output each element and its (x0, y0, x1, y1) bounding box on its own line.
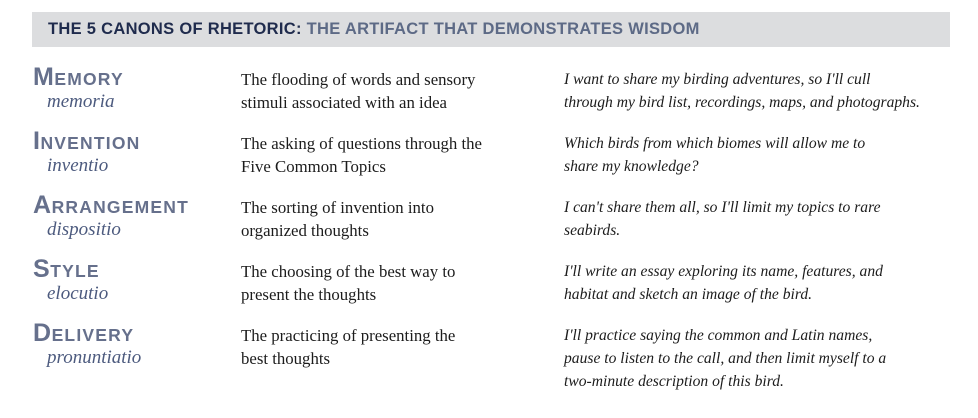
canon-description: The choosing of the best way to present the thoughts (241, 262, 456, 304)
canon-latin-name: dispositio (47, 219, 121, 240)
header-title: THE 5 CANONS OF RHETORIC: (48, 20, 302, 38)
canon-description: The practicing of presenting the best thoughts (241, 326, 456, 368)
canon-name: ARRANGEMENT (33, 191, 189, 219)
canon-description: The sorting of invention into organized thoughts (241, 198, 434, 240)
header-bar (32, 12, 950, 47)
canon-example: I can't share them all, so I'll limit my topics to rare seabirds. (564, 199, 881, 239)
canon-description: The asking of questions through the Five Common Topics (241, 134, 482, 176)
canon-label (33, 127, 141, 177)
canon-label (33, 191, 189, 241)
canon-description: The flooding of words and sensory stimuli associated with an idea (241, 70, 476, 112)
canon-name: MEMORY (33, 63, 124, 91)
canon-example: I'll practice saying the common and Latin names, pause to listen to the call, and then limit myself to a two-minute description of this bird. (564, 327, 887, 390)
canon-latin-name: pronuntiatio (47, 347, 142, 368)
canon-latin-name: memoria (47, 91, 115, 112)
canon-example: I want to share my birding adventures, so I'll cull through my bird list, recordings, maps, and photographs. (564, 71, 920, 111)
canon-example: Which birds from which biomes will allow me to share my knowledge? (564, 135, 866, 175)
canon-name: STYLE (33, 255, 100, 283)
canon-name: DELIVERY (33, 319, 135, 347)
canon-latin-name: inventio (47, 155, 109, 176)
canon-label (33, 319, 142, 369)
canon-label (33, 255, 109, 305)
canon-label (33, 63, 124, 113)
canon-name: INVENTION (33, 127, 141, 155)
canon-latin-name: elocutio (47, 283, 109, 304)
header-subtitle: THE ARTIFACT THAT DEMONSTRATES WISDOM (301, 20, 700, 38)
canon-example: I'll write an essay exploring its name, features, and habitat and sketch an image of the bird. (564, 263, 883, 303)
